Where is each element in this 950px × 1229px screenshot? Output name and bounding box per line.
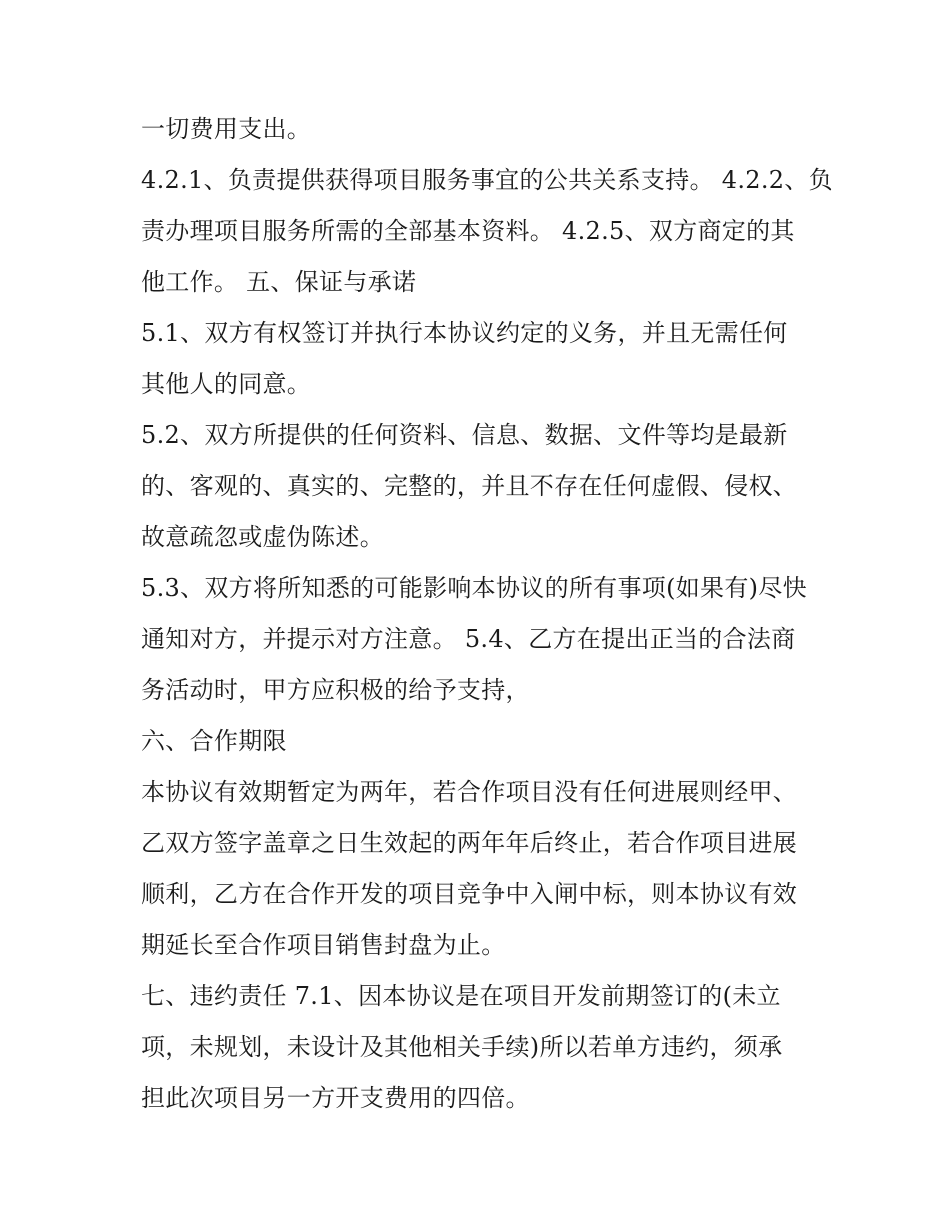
text-line: 务活动时，甲方应积极的给予支持， xyxy=(141,676,530,704)
text-line: 5.3、双方将所知悉的可能影响本协议的所有事项(如果有)尽快 xyxy=(141,574,807,602)
text-line: 他工作。 五、保证与承诺 xyxy=(141,268,417,296)
text-line: 其他人的同意。 xyxy=(141,370,312,398)
text-line: 责办理项目服务所需的全部基本资料。 4.2.5、双方商定的其 xyxy=(141,217,795,245)
text-line: 5.2、双方所提供的任何资料、信息、数据、文件等均是最新 xyxy=(141,421,788,449)
text-line: 通知对方，并提示对方注意。 5.4、乙方在提出正当的合法商 xyxy=(141,625,796,653)
text-line: 本协议有效期暂定为两年，若合作项目没有任何进展则经甲、 xyxy=(141,778,798,806)
text-line: 乙双方签字盖章之日生效起的两年年后终止，若合作项目进展 xyxy=(141,829,798,857)
text-line: 的、客观的、真实的、完整的，并且不存在任何虚假、侵权、 xyxy=(141,472,798,500)
document-body xyxy=(141,104,833,1124)
text-line: 故意疏忽或虚伪陈述。 xyxy=(141,523,384,551)
text-line: 4.2.1、负责提供获得项目服务事宜的公共关系支持。 4.2.2、负 xyxy=(141,166,833,194)
text-line: 项，未规划，未设计及其他相关手续)所以若单方违约，须承 xyxy=(141,1033,783,1061)
text-line: 顺利，乙方在合作开发的项目竞争中入闸中标，则本协议有效 xyxy=(141,880,798,908)
text-line: 七、违约责任 7.1、因本协议是在项目开发前期签订的(未立 xyxy=(141,982,781,1010)
section-heading: 六、合作期限 xyxy=(141,727,287,755)
text-line: 一切费用支出。 xyxy=(141,115,312,143)
text-line: 5.1、双方有权签订并执行本协议约定的义务，并且无需任何 xyxy=(141,319,788,347)
text-line: 担此次项目另一方开支费用的四倍。 xyxy=(141,1084,530,1112)
text-line: 期延长至合作项目销售封盘为止。 xyxy=(141,931,506,959)
